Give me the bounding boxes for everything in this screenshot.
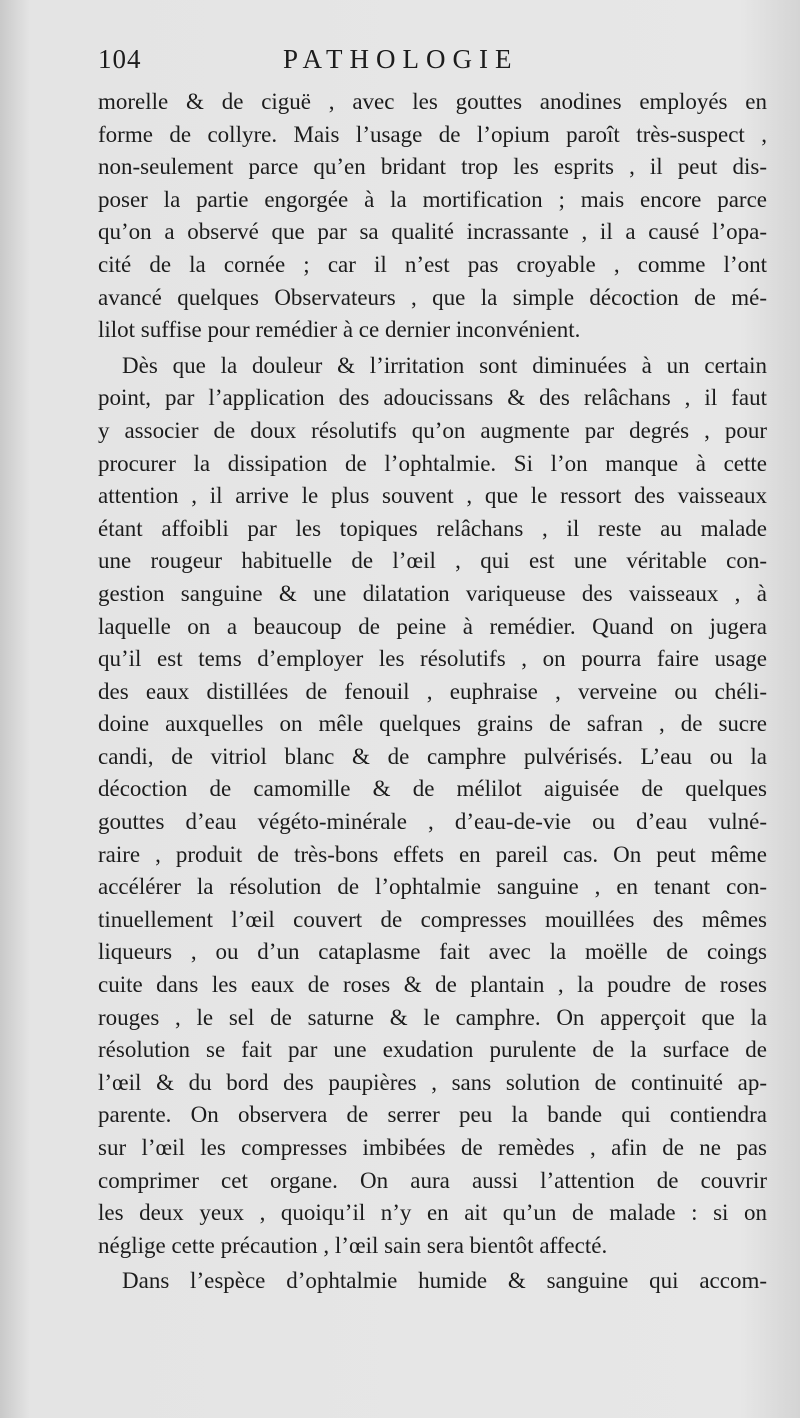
text-line: doine auxquelles on mêle quelques grains de safran , de sucre	[98, 711, 767, 737]
text-line: point, par l’application des adoucissans & des relâchans , il faut	[98, 385, 767, 411]
text-line: laquelle on a beaucoup de peine à remédier. Quand on jugera	[98, 613, 767, 639]
text-line: qu’on a observé que par sa qualité incrassante , il a causé l’opa-	[98, 219, 767, 245]
text-line: une rougeur habituelle de l’œil , qui est une véritable con-	[98, 548, 767, 574]
text-line: morelle & de ciguë , avec les gouttes anodines employés en	[98, 89, 767, 114]
text-line: parente. On observera de serrer peu la bande qui contiendra	[98, 1102, 767, 1128]
paragraph	[98, 86, 767, 347]
text-line: accélérer la résolution de l’ophtalmie sanguine , en tenant con-	[98, 874, 767, 900]
text-line: étant affoibli par les topiques relâchans , il reste au malade	[98, 515, 767, 541]
running-head: PATHOLOGIE	[283, 44, 519, 74]
text-line: comprimer cet organe. On aura aussi l’attention de couvrir	[98, 1167, 767, 1193]
text-line: qu’il est tems d’employer les résolutifs , on pourra faire usage	[98, 646, 767, 672]
text-line: l’œil & du bord des paupières , sans solution de continuité ap-	[98, 1069, 767, 1095]
text-line: rouges , le sel de saturne & le camphre. On apperçoit que la	[98, 1004, 767, 1030]
text-line: raire , produit de très-bons effets en pareil cas. On peut même	[98, 841, 767, 867]
text-line: liqueurs , ou d’un cataplasme fait avec la moëlle de coings	[98, 939, 767, 965]
text-line: gestion sanguine & une dilatation variqueuse des vaisseaux , à	[98, 580, 767, 606]
paragraph	[98, 1265, 767, 1298]
text-line: sur l’œil les compresses imbibées de remèdes , afin de ne pas	[98, 1135, 767, 1160]
text-line: y associer de doux résolutifs qu’on augmente par degrés , pour	[98, 417, 767, 443]
text-line: procurer la dissipation de l’ophtalmie. Si l’on manque à cette	[98, 450, 767, 476]
text-line: avancé quelques Observateurs , que la simple décoction de mé-	[98, 284, 767, 310]
text-line: gouttes d’eau végéto-minérale , d’eau-de-vie ou d’eau vulné-	[98, 809, 767, 835]
text-line: non-seulement parce qu’en bridant trop les esprits , il peut dis-	[98, 154, 767, 180]
text-line: lilot suffise pour remédier à ce dernier inconvénient.	[98, 317, 581, 343]
text-line: candi, de vitriol blanc & de camphre pulvérisés. L’eau ou la	[98, 743, 767, 769]
page-header	[98, 44, 768, 78]
body-text	[98, 86, 767, 1298]
text-line: résolution se fait par une exudation purulente de la surface de	[98, 1037, 767, 1063]
text-line: poser la partie engorgée à la mortification ; mais encore parce	[98, 186, 767, 212]
text-line: tinuellement l’œil couvert de compresses mouillées des mêmes	[98, 906, 767, 932]
text-line: forme de collyre. Mais l’usage de l’opium paroît très-suspect ,	[98, 121, 767, 147]
text-line: les deux yeux , quoiqu’il n’y en ait qu’un de malade : si on	[98, 1200, 767, 1226]
text-line: des eaux distillées de fenouil , euphraise , verveine ou chéli-	[98, 678, 767, 704]
page-number: 104	[98, 44, 142, 74]
paragraph	[98, 350, 767, 1263]
text-line: attention , il arrive le plus souvent , que le ressort des vaisseaux	[98, 483, 767, 509]
text-line: Dans l’espèce d’ophtalmie humide & sanguine qui accom-	[122, 1268, 767, 1294]
text-line: cité de la cornée ; car il n’est pas croyable , comme l’ont	[98, 251, 767, 277]
text-line: Dès que la douleur & l’irritation sont diminuées à un certain	[122, 352, 767, 378]
text-line: décoction de camomille & de mélilot aiguisée de quelques	[98, 776, 767, 802]
text-line: néglige cette précaution , l’œil sain sera bientôt affecté.	[98, 1232, 608, 1258]
text-line: cuite dans les eaux de roses & de plantain , la poudre de roses	[98, 972, 767, 998]
